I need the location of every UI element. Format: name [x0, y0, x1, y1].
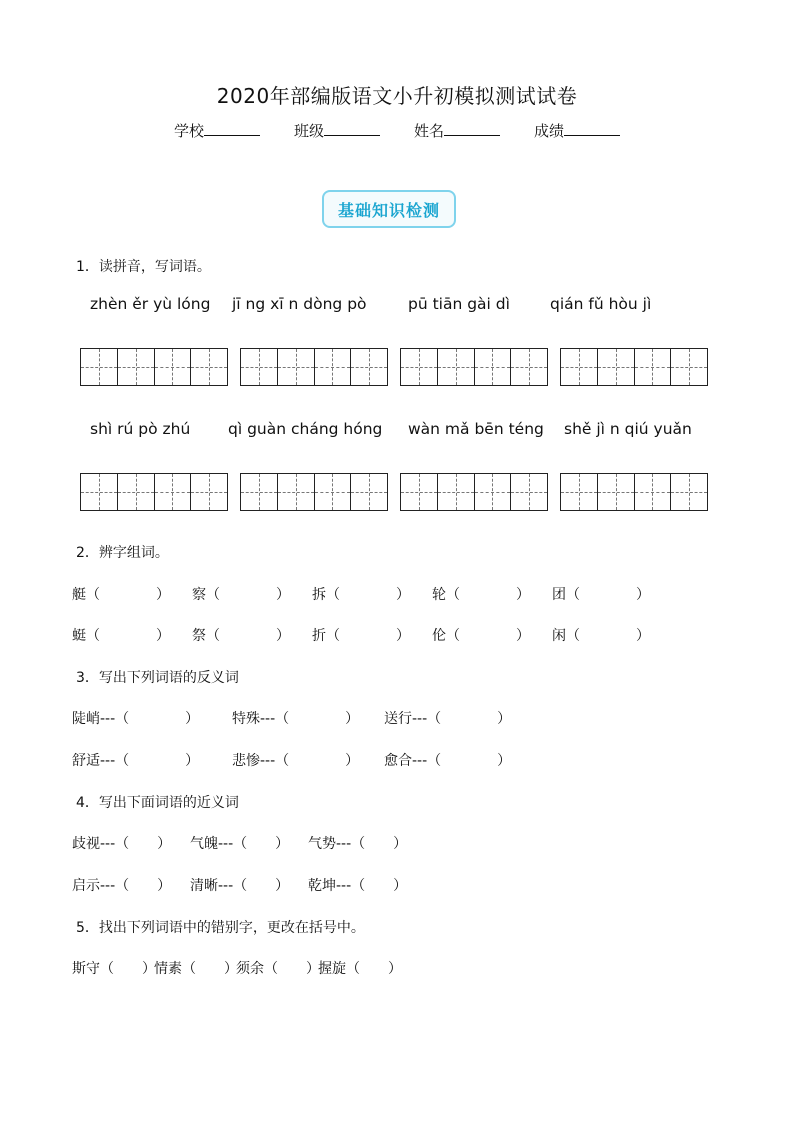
word-pair-item[interactable]: 轮（ ）	[432, 587, 530, 603]
info-class: 班级	[294, 120, 380, 141]
section-label: 基础知识检测	[337, 200, 440, 220]
word-pair-item[interactable]: 察（ ）	[192, 587, 290, 603]
word-pair-item[interactable]: 拆（ ）	[312, 587, 410, 603]
word-pair-item[interactable]: 祭（ ）	[192, 628, 290, 644]
info-name: 姓名	[414, 120, 500, 141]
word-pair-item[interactable]: 伦（ ）	[432, 628, 530, 644]
antonym-item[interactable]: 愈合---（ ）	[384, 753, 512, 769]
info-score: 成绩	[534, 120, 620, 141]
pinyin: shě jì n qiú yuǎn	[564, 420, 692, 438]
synonym-item[interactable]: 气魄---（ ）	[190, 836, 290, 852]
writing-grid[interactable]	[400, 473, 548, 511]
word-pair-item[interactable]: 闲（ ）	[552, 628, 650, 644]
q3-prompt: 3．写出下列词语的反义词	[76, 670, 239, 686]
pinyin: jī ng xī n dòng pò	[232, 295, 367, 313]
synonym-item[interactable]: 乾坤---（ ）	[308, 878, 408, 894]
antonym-item[interactable]: 舒适---（ ）	[72, 753, 200, 769]
typo-item[interactable]: 斯守（ ）	[72, 961, 156, 977]
word-pair-item[interactable]: 团（ ）	[552, 587, 650, 603]
pinyin: shì rú pò zhú	[90, 420, 191, 438]
antonym-item[interactable]: 特殊---（ ）	[232, 711, 360, 727]
synonym-item[interactable]: 启示---（ ）	[72, 878, 172, 894]
word-pair-item[interactable]: 蜓（ ）	[72, 628, 170, 644]
synonym-item[interactable]: 气势---（ ）	[308, 836, 408, 852]
exam-title: 2020年部编版语文小升初模拟测试试卷	[216, 84, 578, 108]
writing-grid[interactable]	[560, 473, 708, 511]
word-pair-item[interactable]: 折（ ）	[312, 628, 410, 644]
writing-grid[interactable]	[240, 348, 388, 386]
class-blank[interactable]	[324, 121, 380, 136]
pinyin: qì guàn cháng hóng	[228, 420, 383, 438]
q5-prompt: 5．找出下列词语中的错别字，更改在括号中。	[76, 920, 365, 936]
section-badge	[322, 190, 456, 228]
antonym-item[interactable]: 送行---（ ）	[384, 711, 512, 727]
q4-prompt: 4．写出下面词语的近义词	[76, 795, 239, 811]
synonym-item[interactable]: 歧视---（ ）	[72, 836, 172, 852]
pinyin: qián fǔ hòu jì	[550, 295, 652, 313]
writing-grid[interactable]	[80, 473, 228, 511]
writing-grid[interactable]	[560, 348, 708, 386]
writing-grid[interactable]	[400, 348, 548, 386]
writing-grid[interactable]	[80, 348, 228, 386]
antonym-item[interactable]: 悲惨---（ ）	[232, 753, 360, 769]
q2-prompt: 2．辨字组词。	[76, 545, 169, 561]
pinyin: wàn mǎ bēn téng	[408, 420, 544, 438]
score-blank[interactable]	[564, 121, 620, 136]
pinyin: zhèn ěr yù lóng	[90, 295, 211, 313]
q1-prompt: 1．读拼音，写词语。	[76, 259, 211, 275]
school-blank[interactable]	[204, 121, 260, 136]
typo-item[interactable]: 须余（ ）	[236, 961, 320, 977]
info-school: 学校	[174, 120, 260, 141]
typo-item[interactable]: 握旋（ ）	[318, 961, 402, 977]
antonym-item[interactable]: 陡峭---（ ）	[72, 711, 200, 727]
synonym-item[interactable]: 清晰---（ ）	[190, 878, 290, 894]
student-info-row	[0, 120, 794, 141]
word-pair-item[interactable]: 艇（ ）	[72, 587, 170, 603]
typo-item[interactable]: 情素（ ）	[154, 961, 238, 977]
pinyin: pū tiān gài dì	[408, 295, 510, 313]
name-blank[interactable]	[444, 121, 500, 136]
writing-grid[interactable]	[240, 473, 388, 511]
